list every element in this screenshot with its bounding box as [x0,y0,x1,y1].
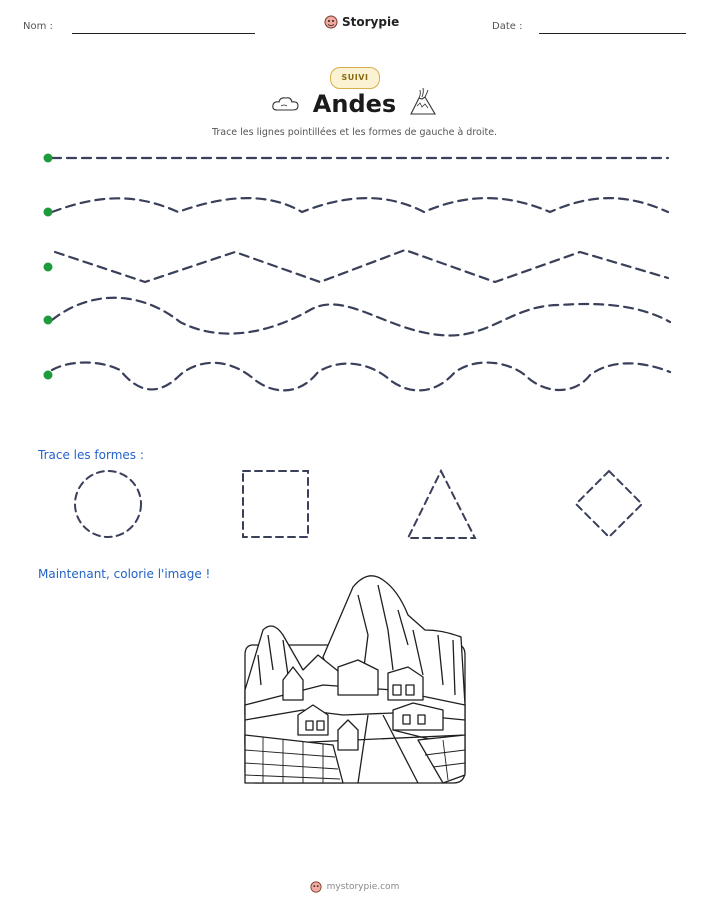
instruction-text: Trace les lignes pointillées et les formes de gauche à droite. [211,127,498,138]
start-dot-1 [44,154,53,163]
trace-triangle [408,471,475,538]
name-line [72,33,255,34]
trace-circle [75,471,141,537]
date-line [539,33,686,34]
shapes-heading: Trace les formes : [38,448,144,462]
trace-line-loopy-wave [52,363,670,391]
storypie-icon [324,15,338,29]
start-dot-2 [44,208,53,217]
trace-line-zigzag [55,250,668,282]
brand-logo [324,15,399,29]
trace-line-gentle-wave [52,198,668,212]
machu-picchu-coloring-image [243,575,467,785]
start-dot-3 [44,263,53,272]
level-badge: SUIVI [330,67,380,89]
date-label: Date : [492,21,523,32]
name-label: Nom : [23,21,53,32]
trace-square [243,471,308,537]
footer-url[interactable]: mystorypie.com [326,882,400,892]
trace-diamond [576,471,642,537]
tracing-lines [0,140,709,400]
coloring-heading: Maintenant, colorie l'image ! [38,567,211,581]
brand-name: Storypie [342,15,400,29]
storypie-footer-icon [310,881,322,893]
start-dot-5 [44,371,53,380]
tracing-shapes [0,460,709,550]
trace-line-big-wave [52,298,670,336]
start-dot-4 [44,316,53,325]
footer [0,881,709,893]
volcano-icon [408,86,438,116]
page-title: Andes [312,90,397,118]
